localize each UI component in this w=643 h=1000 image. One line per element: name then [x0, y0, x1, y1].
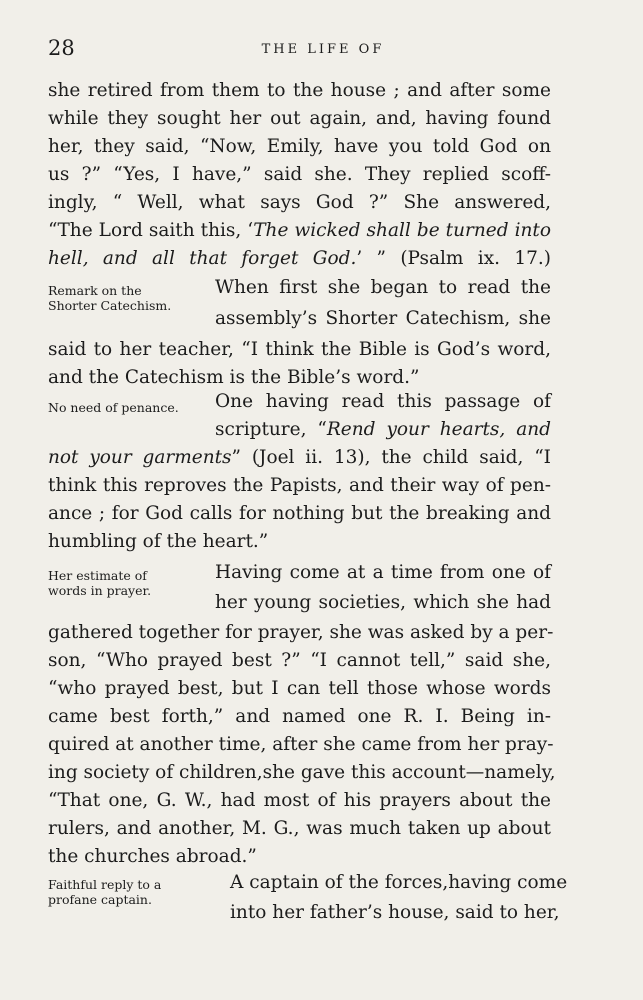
- italic-quote: not your garments: [48, 447, 232, 468]
- page-number: 28: [48, 36, 75, 60]
- body-line: us ?” “Yes, I have,” said she. They replied scoff-: [48, 164, 551, 185]
- sidenote-line: No need of penance.: [48, 400, 179, 415]
- body-line: rulers, and another, M. G., was much taken up about: [48, 818, 551, 839]
- body-line: her young societies, which she had: [215, 592, 551, 613]
- body-line: while they sought her out again, and, having found: [48, 108, 551, 129]
- italic-quote: hell, and all that forget God.: [48, 248, 357, 269]
- body-line: [48, 245, 551, 272]
- line-text: “The Lord saith this, ‘: [48, 220, 254, 241]
- line-text: ’ ” (Psalm ix. 17.): [356, 248, 551, 269]
- sidenote-line: profane captain.: [48, 892, 152, 907]
- body-line: and the Catechism is the Bible’s word.”: [48, 367, 420, 388]
- line-text: scripture, “: [215, 419, 327, 440]
- body-line: humbling of the heart.”: [48, 531, 269, 552]
- body-line: [215, 416, 551, 443]
- body-line: [48, 217, 551, 244]
- sidenote-line: Shorter Catechism.: [48, 298, 172, 313]
- sidenote-line: Her estimate of: [48, 568, 147, 583]
- sidenote-line: Faithful reply to a: [48, 877, 162, 892]
- body-line: ingly, “ Well, what says God ?” She answered,: [48, 192, 551, 213]
- sidenote-catechism: [48, 283, 213, 313]
- body-line: assembly’s Shorter Catechism, she: [215, 308, 551, 329]
- body-line: Having come at a time from one of: [215, 562, 551, 583]
- body-line: A captain of the forces,having come: [230, 872, 568, 893]
- body-line: son, “Who prayed best ?” “I cannot tell,” said she,: [48, 650, 551, 671]
- body-line: When first she began to read the: [215, 277, 551, 298]
- running-head: THE LIFE OF: [261, 42, 385, 57]
- italic-quote: Rend your hearts, and: [326, 419, 551, 440]
- sidenote-line: words in prayer.: [48, 583, 152, 598]
- body-line: the churches abroad.”: [48, 846, 257, 867]
- sidenote-prayer: [48, 568, 213, 598]
- page-header: [48, 36, 598, 62]
- sidenote-line: Remark on the: [48, 283, 142, 298]
- body-line: think this reproves the Papists, and their way of pen-: [48, 475, 551, 496]
- body-line: her, they said, “Now, Emily, have you told God on: [48, 136, 551, 157]
- sidenote-captain: [48, 877, 213, 907]
- italic-quote: The wicked shall be turned into: [253, 220, 551, 241]
- body-line: quired at another time, after she came from her pray-: [48, 734, 554, 755]
- body-line: One having read this passage of: [215, 391, 551, 412]
- body-line: into her father’s house, said to her,: [230, 902, 560, 923]
- body-line: gathered together for prayer, she was asked by a per-: [48, 622, 554, 643]
- line-text: ” (Joel ii. 13), the child said, “I: [231, 447, 551, 468]
- body-line: “That one, G. W., had most of his prayers about the: [48, 790, 551, 811]
- body-line: ance ; for God calls for nothing but the breaking and: [48, 503, 551, 524]
- body-line: “who prayed best, but I can tell those whose words: [48, 678, 551, 699]
- body-line: came best forth,” and named one R. I. Being in-: [48, 706, 551, 727]
- body-line: ing society of children,she gave this account—namely,: [48, 762, 556, 783]
- body-line: [48, 444, 551, 471]
- body-line: said to her teacher, “I think the Bible is God’s word,: [48, 339, 551, 360]
- sidenote-penance: [48, 400, 213, 415]
- body-line: she retired from them to the house ; and after some: [48, 80, 551, 101]
